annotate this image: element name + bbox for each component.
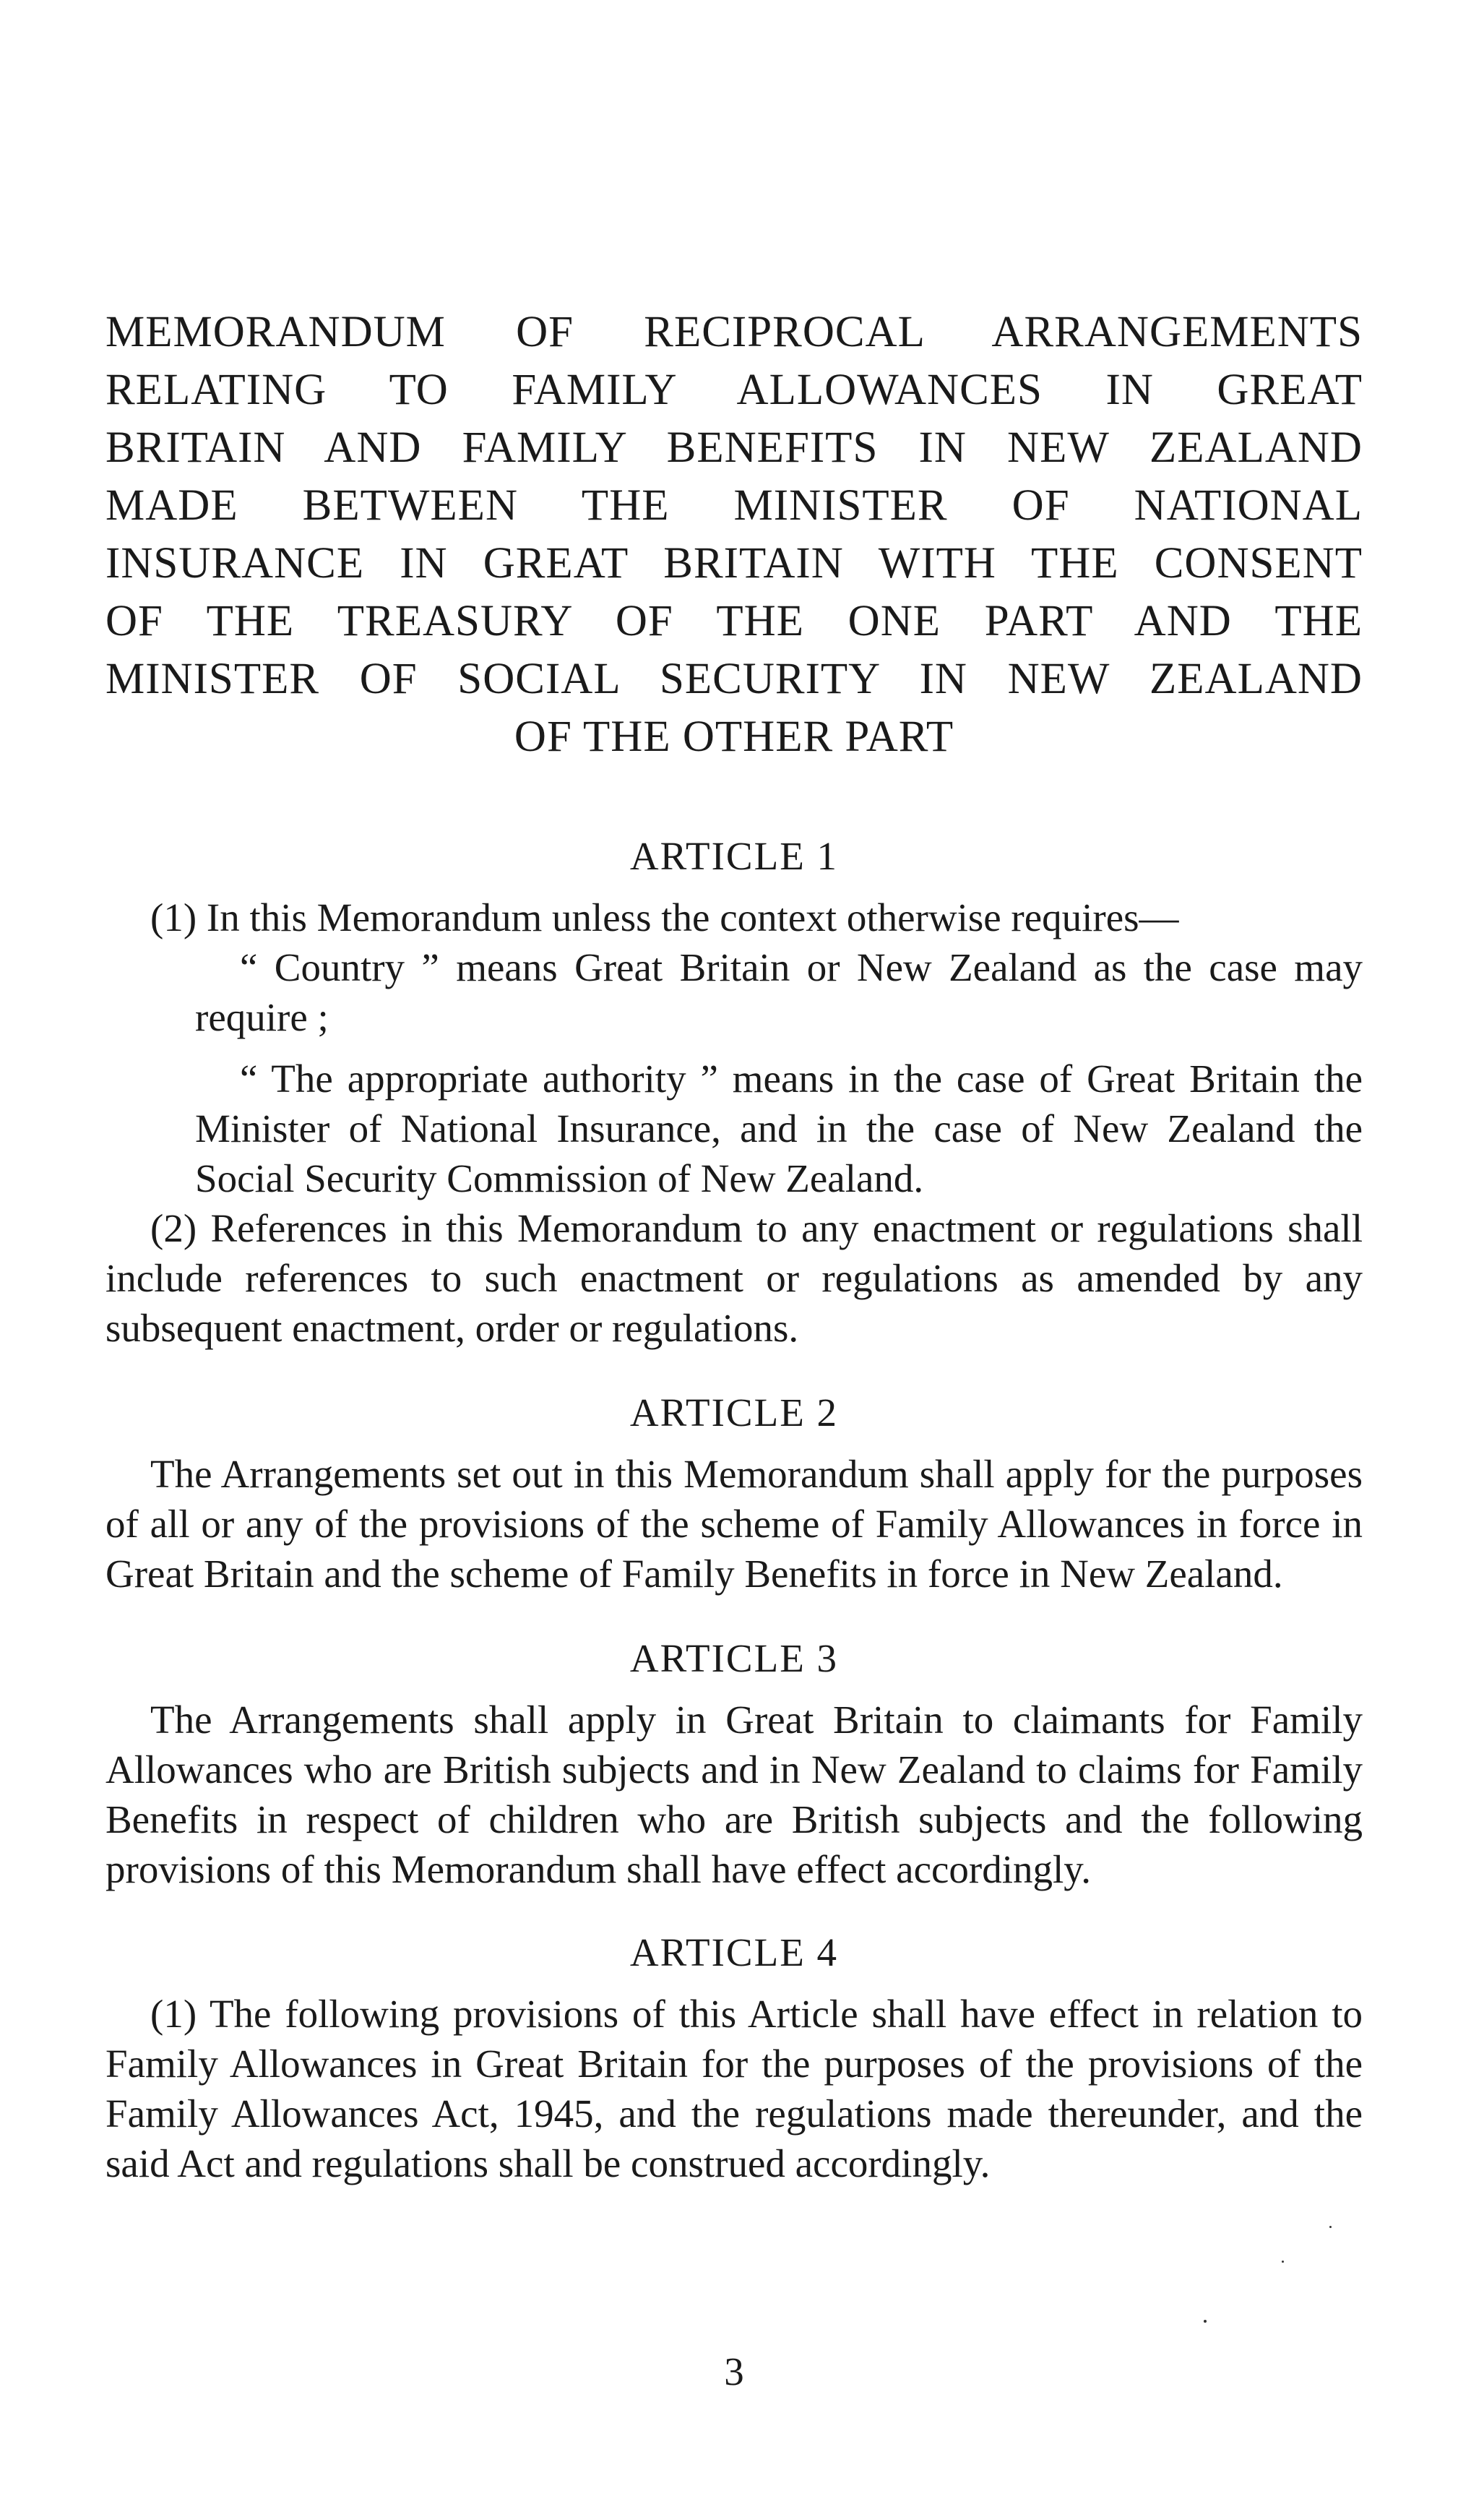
title-line: OF THE OTHER PART bbox=[514, 713, 954, 761]
article-heading: ARTICLE 4 bbox=[629, 1930, 839, 1974]
memorandum-body bbox=[105, 831, 1363, 2188]
title-line: MADE BETWEEN THE MINISTER OF NATIONAL bbox=[105, 481, 1363, 530]
article-1 bbox=[105, 831, 1363, 1353]
article-heading: ARTICLE 2 bbox=[629, 1390, 839, 1435]
title-line: INSURANCE IN GREAT BRITAIN WITH THE CONSENT bbox=[105, 539, 1363, 588]
article-heading: ARTICLE 1 bbox=[629, 834, 839, 878]
print-speck bbox=[1329, 2226, 1332, 2228]
print-speck bbox=[1204, 2320, 1207, 2323]
article-1-paragraph-1: (1) In this Memorandum unless the context otherwise requires— bbox=[150, 895, 1179, 939]
article-4-paragraph-1: (1) The following provisions of this Article shall have effect in relation to Family Allowances in Great Britain for the purposes of the provisions of the Family Allowances Act, 1945, and the regulations made thereunder, and the said Act and regulations shall be construed accordingly. bbox=[105, 1992, 1363, 2185]
article-heading: ARTICLE 3 bbox=[629, 1636, 839, 1680]
document-page bbox=[105, 0, 1363, 2520]
page-number: 3 bbox=[724, 2349, 744, 2394]
article-1-paragraph-2: (2) References in this Memorandum to any enactment or regulations shall include references to such enactment or regulations as amended by any subsequent enactment, order or regulations. bbox=[105, 1206, 1363, 1350]
article-3-paragraph: The Arrangements shall apply in Great Britain to claimants for Family Allowances who are British subjects and in New Zealand to claims for Family Benefits in respect of children who are British subjects and the following provisions of this Memorandum shall have effect accordingly. bbox=[105, 1698, 1363, 1891]
title-line: MEMORANDUM OF RECIPROCAL ARRANGEMENTS bbox=[105, 308, 1363, 356]
print-speck bbox=[1282, 2261, 1284, 2263]
definition-appropriate-authority: “ The appropriate authority ” means in the case of Great Britain the Minister of National Insurance, and in the case of New Zealand the Social Security Commission of New Zealand. bbox=[195, 1057, 1363, 1200]
memorandum-title bbox=[105, 304, 1363, 766]
article-3 bbox=[105, 1633, 1363, 1894]
title-line: MINISTER OF SOCIAL SECURITY IN NEW ZEALAND bbox=[105, 655, 1363, 703]
article-4 bbox=[105, 1927, 1363, 2188]
title-line: OF THE TREASURY OF THE ONE PART AND THE bbox=[105, 597, 1363, 645]
definition-country: “ Country ” means Great Britain or New Zealand as the case may require ; bbox=[195, 945, 1363, 1039]
article-2-paragraph: The Arrangements set out in this Memorandum shall apply for the purposes of all or any of the provisions of the scheme of Family Allowances in force in Great Britain and the scheme of Family Benefits in force in New Zealand. bbox=[105, 1452, 1363, 1596]
title-line: BRITAIN AND FAMILY BENEFITS IN NEW ZEALAND bbox=[105, 423, 1363, 472]
title-line: RELATING TO FAMILY ALLOWANCES IN GREAT bbox=[105, 366, 1363, 414]
article-2 bbox=[105, 1388, 1363, 1599]
